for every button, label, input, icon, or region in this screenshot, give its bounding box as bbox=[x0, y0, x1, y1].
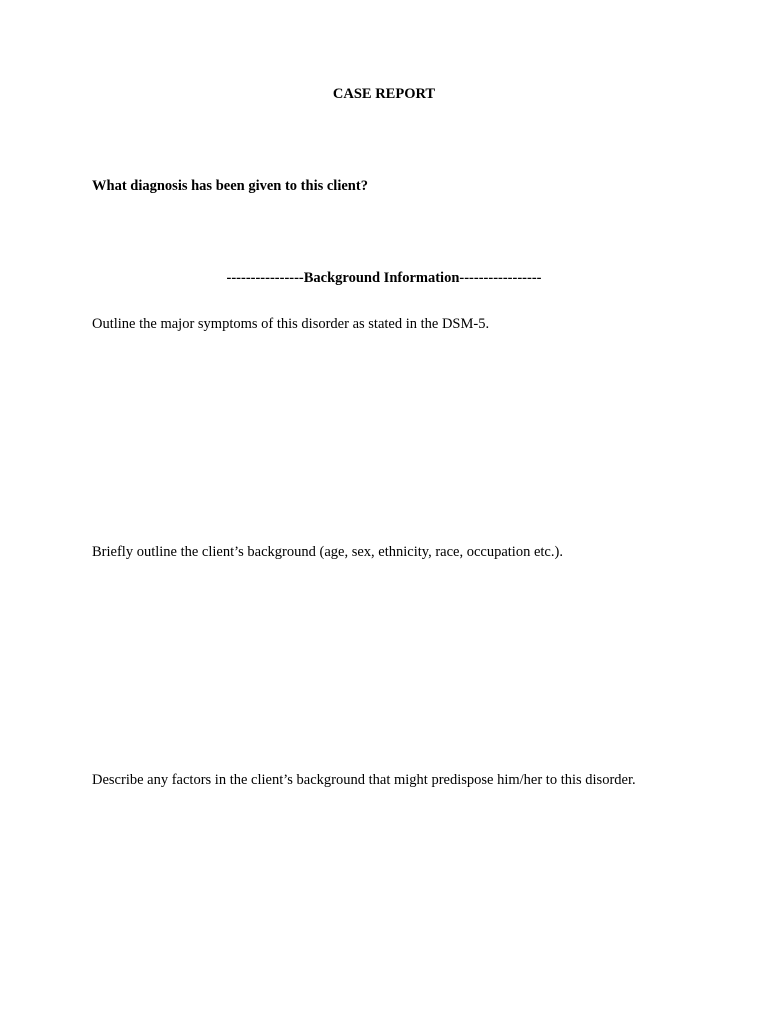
predisposing-factors-question: Describe any factors in the client’s background that might predispose him/her to this disorder. bbox=[92, 772, 636, 788]
diagnosis-question: What diagnosis has been given to this client? bbox=[92, 178, 368, 194]
background-information-heading: ----------------Background Information----------------- bbox=[226, 270, 542, 286]
client-background-question: Briefly outline the client’s background (age, sex, ethnicity, race, occupation etc.). bbox=[92, 544, 563, 560]
symptoms-question: Outline the major symptoms of this disorder as stated in the DSM-5. bbox=[92, 316, 490, 332]
document-title: CASE REPORT bbox=[332, 86, 436, 102]
